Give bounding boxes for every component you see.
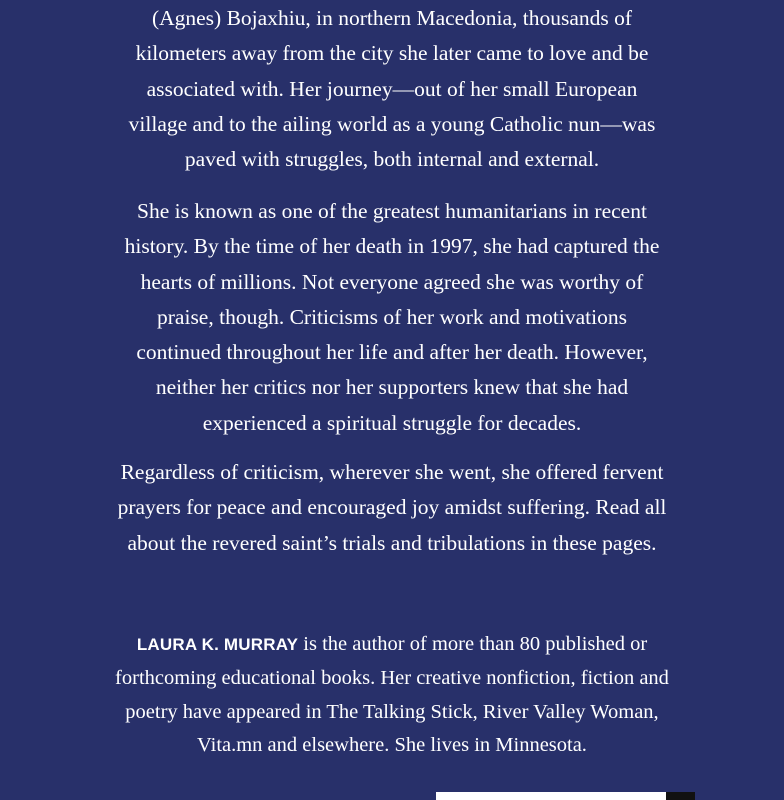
text-line: hearts of millions. Not everyone agreed she was worthy of (140, 269, 644, 294)
text-line: forthcoming educational books. Her creative nonfiction, fiction and (115, 666, 669, 689)
text-line: village and to the ailing world as a young Catholic nun—was (128, 111, 656, 136)
text-line: Vita.mn and elsewhere. She lives in Minnesota. (197, 734, 587, 757)
text-line: praise, though. Criticisms of her work and motivations (157, 304, 627, 329)
text-line: prayers for peace and encouraged joy amidst suffering. Read all (117, 495, 667, 520)
barcode-box (436, 792, 695, 800)
text-line: about the revered saint’s trials and tribulations in these pages. (127, 530, 657, 555)
author-bio-text: is the author of more than 80 published or (298, 633, 648, 655)
text-line: experienced a spiritual struggle for decades. (202, 410, 582, 435)
text-line: She is known as one of the greatest humanitarians in recent (137, 199, 647, 223)
author-name: LAURA K. MURRAY (136, 635, 299, 654)
text-line: neither her critics nor her supporters knew that she had (155, 375, 629, 400)
text-line: (Agnes) Bojaxhiu, in northern Macedonia, thousands of (151, 6, 633, 30)
description-paragraph-2 (0, 194, 784, 441)
author-bio-line-1 (0, 628, 784, 662)
text-line: kilometers away from the city she later came to love and be (135, 41, 649, 66)
barcode-edge (666, 792, 695, 800)
text-line: poetry have appeared in The Talking Stick, River Valley Woman, (125, 700, 659, 723)
text-line: history. By the time of her death in 1997, she had captured the (124, 234, 660, 259)
text-line: associated with. Her journey—out of her small European (146, 76, 638, 101)
text-line: paved with struggles, both internal and external. (184, 147, 600, 172)
text-line: Regardless of criticism, wherever she went, she offered fervent (120, 460, 664, 484)
author-bio (0, 628, 784, 763)
text-line: continued throughout her life and after her death. However, (136, 340, 648, 365)
description-paragraph-1 (0, 1, 784, 177)
description-paragraph-3 (0, 455, 784, 561)
